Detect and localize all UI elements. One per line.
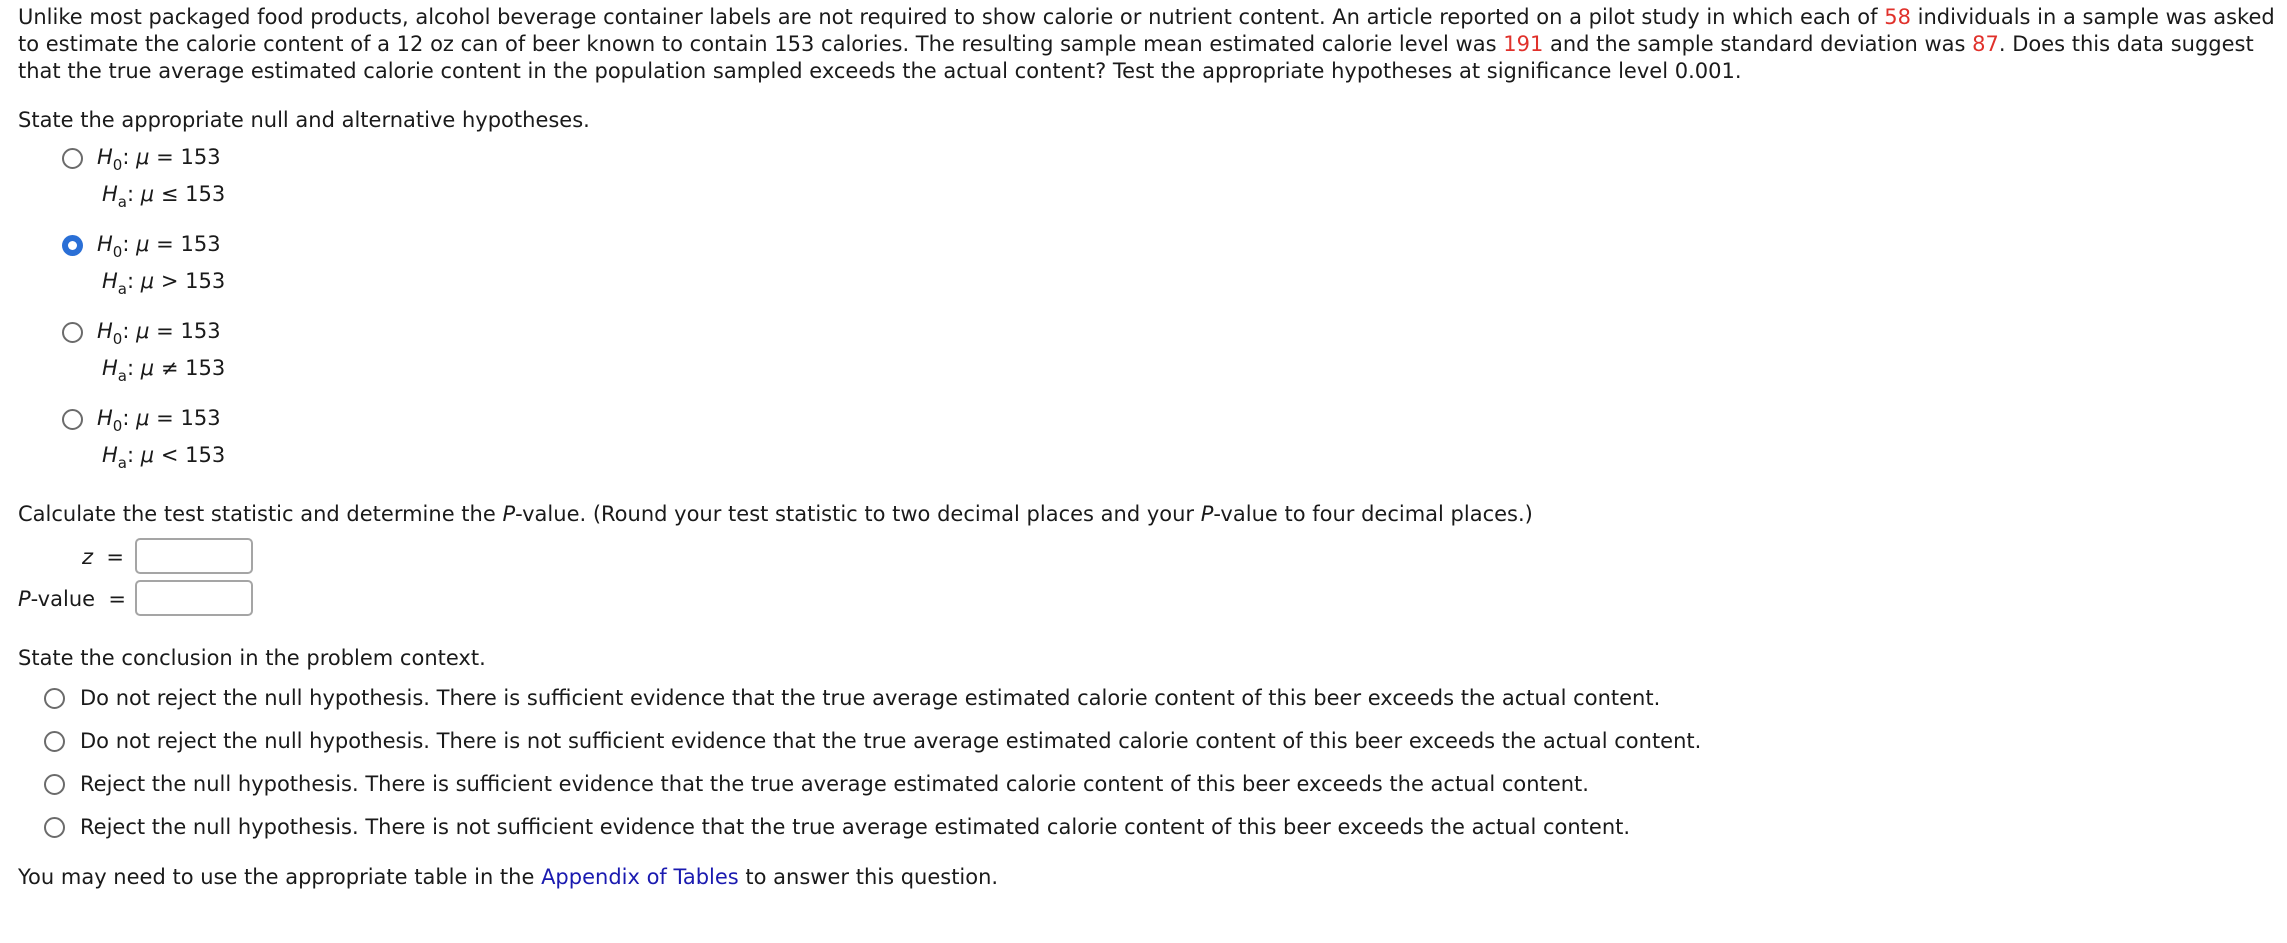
p-value-label: P-value = xyxy=(18,587,127,611)
hypothesis-option-3[interactable] xyxy=(44,319,544,402)
problem-text-3: and the sample standard deviation was xyxy=(1543,32,1973,56)
p-value-input[interactable] xyxy=(135,580,253,616)
h0-line-4: $H_0$: μ = 153 xyxy=(97,406,221,435)
conclusion-text-3: Reject the null hypothesis. There is sufficient evidence that the true average estimated calorie content of this beer exceeds the actual content. xyxy=(80,772,1589,796)
hypothesis-radio-2[interactable] xyxy=(62,235,83,256)
conclusion-text-1: Do not reject the null hypothesis. There is sufficient evidence that the true average estimated calorie content of this beer exceeds the actual content. xyxy=(80,686,1661,710)
appendix-link[interactable]: Appendix of Tables xyxy=(541,865,739,889)
problem-statement xyxy=(18,0,2287,85)
hypothesis-radio-4[interactable] xyxy=(62,409,83,430)
hypotheses-prompt: State the appropriate null and alternative hypotheses. xyxy=(18,108,590,132)
conclusion-radio-3[interactable] xyxy=(44,774,65,795)
p-value-row xyxy=(18,580,418,616)
h0-line-2: $H_0$: μ = 153 xyxy=(97,232,221,261)
conclusion-option-4[interactable] xyxy=(44,813,1744,843)
ha-line-2: $H_a$: μ > 153 xyxy=(102,269,226,298)
question-container xyxy=(18,0,2287,889)
conclusion-text-2: Do not reject the null hypothesis. There is not sufficient evidence that the true average estimated calorie content of this beer exceeds the actual content. xyxy=(80,729,1702,753)
sample-mean-value: 191 xyxy=(1503,32,1544,56)
ha-line-4: $H_a$: μ < 153 xyxy=(102,443,226,472)
z-input[interactable] xyxy=(135,538,253,574)
conclusion-radio-2[interactable] xyxy=(44,731,65,752)
sample-size-value: 58 xyxy=(1884,5,1911,29)
ha-line-1: $H_a$: μ ≤ 153 xyxy=(102,182,226,211)
footer-note: You may need to use the appropriate table in the Appendix of Tables to answer this question. xyxy=(18,865,999,889)
ha-line-3: $H_a$: μ ≠ 153 xyxy=(102,356,226,385)
h0-line-1: $H_0$: μ = 153 xyxy=(97,145,221,174)
hypothesis-radio-1[interactable] xyxy=(62,148,83,169)
problem-text-2: individuals in a sample was asked to estimate the calorie content of a 12 oz can of beer known to contain 153 calories. The resulting sample mean estimated calorie level was xyxy=(18,5,2275,56)
calculation-prompt: Calculate the test statistic and determine the P-value. (Round your test statistic to two decimal places and your P-value to four decimal places.) xyxy=(18,502,1533,526)
z-label: z = xyxy=(82,545,124,569)
problem-text-4: . Does this data suggest that the true average estimated calorie content in the population sampled exceeds the actual content? Test the appropriate hypotheses at significance level 0.001. xyxy=(18,32,2254,83)
conclusion-option-1[interactable] xyxy=(44,684,1744,714)
hypothesis-option-1[interactable] xyxy=(44,145,544,228)
hypothesis-option-4[interactable] xyxy=(44,406,544,489)
conclusion-option-3[interactable] xyxy=(44,770,1744,800)
hypothesis-radio-3[interactable] xyxy=(62,322,83,343)
conclusion-text-4: Reject the null hypothesis. There is not sufficient evidence that the true average estimated calorie content of this beer exceeds the actual content. xyxy=(80,815,1631,839)
conclusion-prompt: State the conclusion in the problem context. xyxy=(18,646,486,670)
conclusion-option-2[interactable] xyxy=(44,727,1744,757)
hypothesis-option-2[interactable] xyxy=(44,232,544,315)
z-row xyxy=(18,538,418,574)
conclusion-radio-1[interactable] xyxy=(44,688,65,709)
sample-sd-value: 87 xyxy=(1972,32,1999,56)
problem-text-1: Unlike most packaged food products, alcohol beverage container labels are not required to show calorie or nutrient content. An article reported on a pilot study in which each of xyxy=(18,5,1885,29)
conclusion-radio-4[interactable] xyxy=(44,817,65,838)
h0-line-3: $H_0$: μ = 153 xyxy=(97,319,221,348)
